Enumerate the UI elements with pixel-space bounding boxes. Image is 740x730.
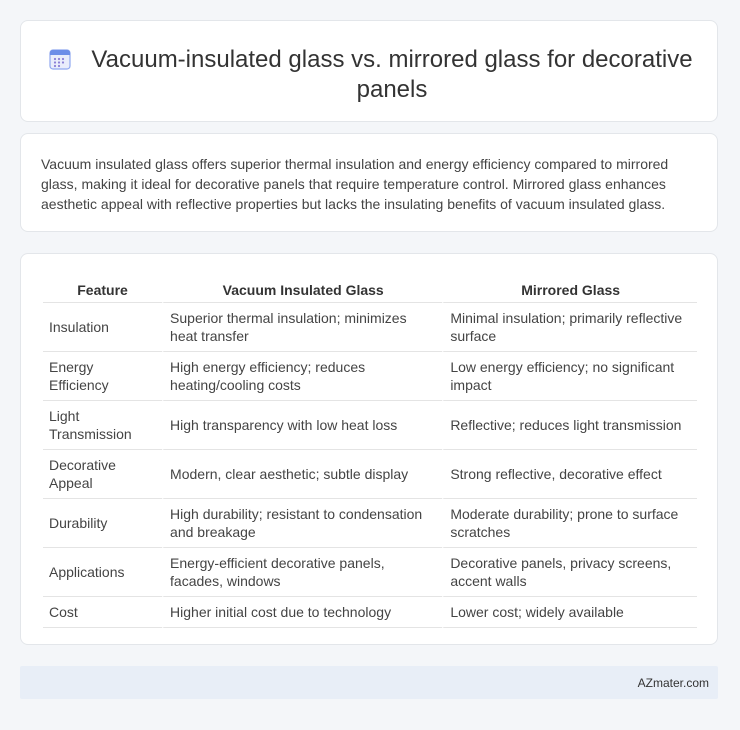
mirrored-glass-cell: Low energy efficiency; no significant impact: [442, 352, 697, 401]
vacuum-glass-cell: High energy efficiency; reduces heating/cooling costs: [162, 352, 442, 401]
table-row: [43, 401, 697, 450]
page-title: Vacuum-insulated glass vs. mirrored glass for decorative panels: [91, 46, 693, 103]
summary-text: Vacuum insulated glass offers superior thermal insulation and energy efficiency compared to mirrored glass, making it ideal for decorative panels that require temperature control. Mirrored glass enhances aesthetic appeal with reflective properties but lacks the insulating benefits of vacuum insulated glass.: [41, 156, 669, 212]
comparison-table-card: [20, 253, 718, 645]
mirrored-glass-cell: Moderate durability; prone to surface scratches: [442, 499, 697, 548]
table-row: [43, 499, 697, 548]
vacuum-glass-cell: High transparency with low heat loss: [162, 401, 442, 450]
mirrored-glass-cell: Lower cost; widely available: [442, 597, 697, 628]
vacuum-glass-cell: Modern, clear aesthetic; subtle display: [162, 450, 442, 499]
table-row: [43, 597, 697, 628]
table-row: [43, 548, 697, 597]
vacuum-glass-cell: Higher initial cost due to technology: [162, 597, 442, 628]
mirrored-glass-cell: Minimal insulation; primarily reflective surface: [442, 303, 697, 352]
feature-cell: Durability: [43, 499, 162, 548]
mirrored-glass-cell: Reflective; reduces light transmission: [442, 401, 697, 450]
feature-cell: Cost: [43, 597, 162, 628]
feature-cell: Decorative Appeal: [43, 450, 162, 499]
feature-cell: Energy Efficiency: [43, 352, 162, 401]
table-row: [43, 352, 697, 401]
table-row: [43, 450, 697, 499]
table-header-row: [43, 274, 697, 303]
feature-cell: Light Transmission: [43, 401, 162, 450]
title-card: [20, 20, 718, 122]
feature-cell: Insulation: [43, 303, 162, 352]
feature-cell: Applications: [43, 548, 162, 597]
footer-bar: [20, 666, 718, 699]
mirrored-glass-cell: Decorative panels, privacy screens, accent walls: [442, 548, 697, 597]
calendar-icon: [48, 47, 72, 71]
mirrored-glass-cell: Strong reflective, decorative effect: [442, 450, 697, 499]
vacuum-glass-cell: Energy-efficient decorative panels, facades, windows: [162, 548, 442, 597]
footer-brand[interactable]: AZmater.com: [637, 676, 709, 690]
column-header-feature: Feature: [43, 274, 162, 303]
vacuum-glass-cell: Superior thermal insulation; minimizes heat transfer: [162, 303, 442, 352]
column-header-mirrored-glass: Mirrored Glass: [442, 274, 697, 303]
table-row: [43, 303, 697, 352]
vacuum-glass-cell: High durability; resistant to condensation and breakage: [162, 499, 442, 548]
summary-card: [20, 133, 718, 232]
comparison-table: [43, 274, 697, 628]
column-header-vacuum-insulated-glass: Vacuum Insulated Glass: [162, 274, 442, 303]
